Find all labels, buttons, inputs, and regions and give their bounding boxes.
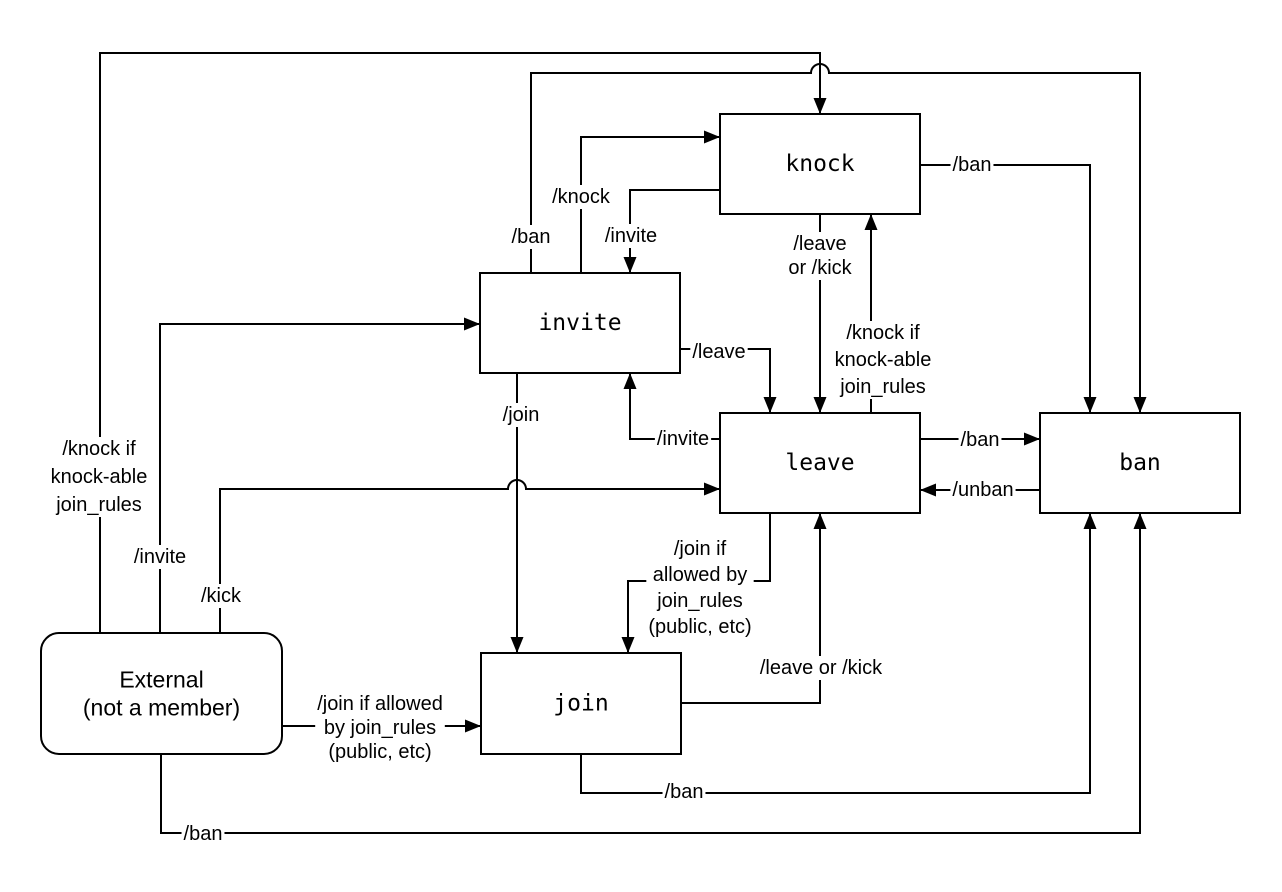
node-label-join: join xyxy=(553,690,609,717)
edge-label-external-to-leave: /kick xyxy=(201,585,241,607)
edge-label-invite-to-ban: /ban xyxy=(511,226,551,248)
edge-label-knock-to-leave: /leave or /kick xyxy=(788,233,852,279)
edge-label-leave-to-join: /join if allowed by join_rules (public, etc) xyxy=(648,538,752,638)
edge-label-leave-to-ban: /ban xyxy=(960,429,1000,451)
edge-label-knock-to-invite: /invite xyxy=(604,225,658,247)
edge-label-invite-to-join: /join xyxy=(502,404,540,426)
edge-label-knock-to-ban: /ban xyxy=(952,154,992,176)
node-label-ban: ban xyxy=(1119,450,1161,476)
edge-label-external-to-join: /join if allowed by join_rules (public, etc) xyxy=(317,693,443,763)
edge-label-leave-to-invite: /invite xyxy=(656,428,710,450)
edge-label-invite-to-leave: /leave xyxy=(692,341,746,363)
node-external xyxy=(41,633,282,754)
edge-label-external-to-invite: /invite xyxy=(133,546,187,568)
edge-label-leave-to-knock: /knock if knock-able join_rules xyxy=(834,322,932,398)
node-label-invite: invite xyxy=(538,310,622,336)
edge-label-external-to-knock: /knock if knock-able join_rules xyxy=(50,438,148,516)
edge-label-invite-to-knock: /knock xyxy=(552,186,610,208)
edge-label-join-to-leave: /leave or /kick xyxy=(759,657,883,679)
edge-label-ban-to-leave: /unban xyxy=(952,479,1014,501)
node-label-leave: leave xyxy=(785,450,855,476)
edge-knock-to-ban xyxy=(920,165,1090,413)
edge-label-external-to-ban: /ban xyxy=(183,823,223,845)
node-label-knock: knock xyxy=(785,151,855,177)
node-label-external: External (not a member) xyxy=(82,666,241,721)
edge-label-join-to-ban: /ban xyxy=(664,781,704,803)
edge-external-to-leave xyxy=(220,480,720,633)
